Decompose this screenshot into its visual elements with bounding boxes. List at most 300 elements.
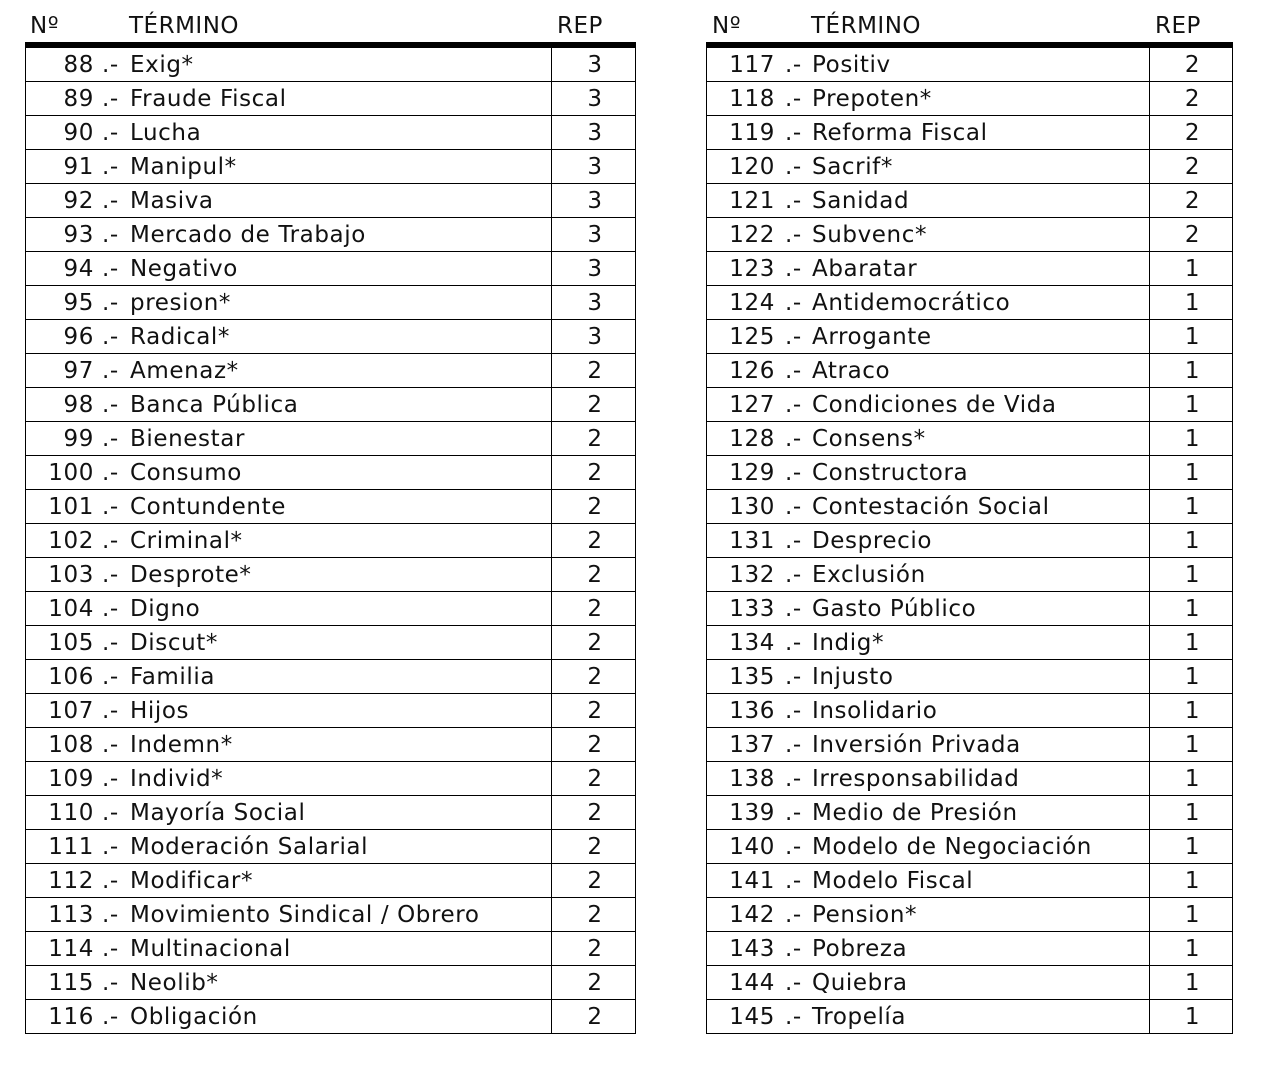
column-divider xyxy=(551,728,552,761)
column-divider xyxy=(1149,184,1150,217)
table-header xyxy=(706,0,1233,42)
table-row xyxy=(25,932,636,966)
row-separator: .- xyxy=(785,1004,802,1030)
row-number: 141 xyxy=(729,868,775,894)
row-term: Subvenc* xyxy=(812,222,928,248)
row-separator: .- xyxy=(785,188,802,214)
header-rep: REP xyxy=(1155,13,1201,39)
row-term: Quiebra xyxy=(812,970,908,996)
table-row xyxy=(25,252,636,286)
column-divider xyxy=(551,422,552,455)
row-separator: .- xyxy=(102,222,119,248)
column-divider xyxy=(551,388,552,421)
row-number: 136 xyxy=(729,698,775,724)
column-divider xyxy=(551,830,552,863)
row-term: Digno xyxy=(130,596,201,622)
row-number: 129 xyxy=(729,460,775,486)
row-separator: .- xyxy=(785,664,802,690)
row-separator: .- xyxy=(785,970,802,996)
row-separator: .- xyxy=(102,188,119,214)
row-rep: 3 xyxy=(587,290,603,316)
row-number: 97 xyxy=(63,358,94,384)
row-rep: 1 xyxy=(1184,596,1201,622)
row-term: Inversión Privada xyxy=(812,732,1021,758)
table-row xyxy=(25,320,636,354)
table-row xyxy=(706,252,1233,286)
row-term: Bienestar xyxy=(130,426,245,452)
column-divider xyxy=(551,694,552,727)
row-number: 91 xyxy=(63,154,94,180)
row-rep: 2 xyxy=(1184,52,1201,78)
row-number: 101 xyxy=(48,494,94,520)
row-separator: .- xyxy=(785,460,802,486)
row-rep: 2 xyxy=(1184,120,1201,146)
row-separator: .- xyxy=(102,868,119,894)
row-number: 105 xyxy=(48,630,94,656)
row-rep: 2 xyxy=(587,936,603,962)
table-row xyxy=(25,524,636,558)
row-separator: .- xyxy=(102,324,119,350)
row-separator: .- xyxy=(785,426,802,452)
row-number: 104 xyxy=(48,596,94,622)
column-divider xyxy=(1149,762,1150,795)
row-separator: .- xyxy=(102,732,119,758)
row-term: Constructora xyxy=(812,460,969,486)
row-number: 130 xyxy=(729,494,775,520)
table-row xyxy=(706,218,1233,252)
row-number: 109 xyxy=(48,766,94,792)
row-term: Tropelía xyxy=(812,1004,907,1030)
table-row xyxy=(706,694,1233,728)
row-term: presion* xyxy=(130,290,232,316)
column-divider xyxy=(551,524,552,557)
header-number: Nº xyxy=(712,13,742,39)
column-divider xyxy=(1149,252,1150,285)
row-number: 135 xyxy=(729,664,775,690)
row-rep: 1 xyxy=(1184,494,1201,520)
row-term: Insolidario xyxy=(812,698,938,724)
row-separator: .- xyxy=(785,800,802,826)
column-divider xyxy=(551,932,552,965)
row-number: 115 xyxy=(48,970,94,996)
column-divider xyxy=(1149,1000,1150,1033)
table-row xyxy=(706,932,1233,966)
row-separator: .- xyxy=(785,494,802,520)
header-number: Nº xyxy=(30,13,60,39)
row-number: 108 xyxy=(48,732,94,758)
column-divider xyxy=(1149,898,1150,931)
row-term: Lucha xyxy=(130,120,202,146)
row-term: Atraco xyxy=(812,358,891,384)
column-divider xyxy=(1149,354,1150,387)
table-row xyxy=(706,796,1233,830)
column-divider xyxy=(551,218,552,251)
column-divider xyxy=(551,592,552,625)
table-row xyxy=(25,830,636,864)
row-number: 124 xyxy=(729,290,775,316)
row-separator: .- xyxy=(785,86,802,112)
row-term: Consumo xyxy=(130,460,242,486)
row-term: Banca Pública xyxy=(130,392,299,418)
row-term: Individ* xyxy=(130,766,224,792)
row-number: 118 xyxy=(729,86,775,112)
row-rep: 2 xyxy=(587,392,603,418)
row-rep: 1 xyxy=(1184,460,1201,486)
table-row xyxy=(706,762,1233,796)
row-separator: .- xyxy=(102,392,119,418)
table-row xyxy=(706,558,1233,592)
row-term: Reforma Fiscal xyxy=(812,120,988,146)
column-divider xyxy=(551,456,552,489)
table-row xyxy=(706,1000,1233,1034)
table-row xyxy=(25,218,636,252)
column-divider xyxy=(551,660,552,693)
row-separator: .- xyxy=(785,596,802,622)
row-separator: .- xyxy=(785,868,802,894)
row-separator: .- xyxy=(102,154,119,180)
row-rep: 2 xyxy=(587,562,603,588)
row-term: Exig* xyxy=(130,52,194,78)
row-number: 102 xyxy=(48,528,94,554)
column-divider xyxy=(551,1000,552,1033)
column-divider xyxy=(1149,48,1150,81)
column-divider xyxy=(551,184,552,217)
row-number: 121 xyxy=(729,188,775,214)
row-rep: 2 xyxy=(587,868,603,894)
column-divider xyxy=(1149,830,1150,863)
table-row xyxy=(25,728,636,762)
row-rep: 1 xyxy=(1184,766,1201,792)
row-separator: .- xyxy=(102,358,119,384)
row-term: Familia xyxy=(130,664,216,690)
row-number: 133 xyxy=(729,596,775,622)
table-row xyxy=(25,490,636,524)
column-divider xyxy=(1149,966,1150,999)
table-row xyxy=(706,422,1233,456)
row-rep: 1 xyxy=(1184,528,1201,554)
column-divider xyxy=(551,48,552,81)
row-number: 106 xyxy=(48,664,94,690)
row-rep: 2 xyxy=(587,698,603,724)
row-term: Manipul* xyxy=(130,154,237,180)
row-term: Radical* xyxy=(130,324,230,350)
row-rep: 3 xyxy=(587,52,603,78)
row-number: 134 xyxy=(729,630,775,656)
row-rep: 1 xyxy=(1184,256,1201,282)
row-number: 113 xyxy=(48,902,94,928)
row-number: 98 xyxy=(63,392,94,418)
table-row xyxy=(706,286,1233,320)
row-term: Desprecio xyxy=(812,528,933,554)
row-number: 92 xyxy=(63,188,94,214)
column-divider xyxy=(1149,660,1150,693)
row-term: Moderación Salarial xyxy=(130,834,369,860)
row-rep: 3 xyxy=(587,120,603,146)
column-divider xyxy=(551,150,552,183)
column-divider xyxy=(551,898,552,931)
row-rep: 1 xyxy=(1184,732,1201,758)
column-divider xyxy=(551,558,552,591)
row-rep: 2 xyxy=(587,596,603,622)
table-row xyxy=(706,184,1233,218)
row-number: 96 xyxy=(63,324,94,350)
row-separator: .- xyxy=(102,528,119,554)
row-rep: 2 xyxy=(587,732,603,758)
row-term: Sacrif* xyxy=(812,154,893,180)
row-separator: .- xyxy=(785,766,802,792)
row-term: Indemn* xyxy=(130,732,233,758)
row-term: Medio de Presión xyxy=(812,800,1018,826)
row-rep: 3 xyxy=(587,86,603,112)
row-separator: .- xyxy=(785,120,802,146)
row-term: Exclusión xyxy=(812,562,926,588)
row-term: Obligación xyxy=(130,1004,258,1030)
row-number: 99 xyxy=(63,426,94,452)
row-separator: .- xyxy=(102,52,119,78)
column-divider xyxy=(551,796,552,829)
row-rep: 2 xyxy=(1184,154,1201,180)
row-rep: 2 xyxy=(1184,222,1201,248)
table-row xyxy=(706,82,1233,116)
column-divider xyxy=(1149,864,1150,897)
row-rep: 1 xyxy=(1184,664,1201,690)
row-separator: .- xyxy=(785,630,802,656)
column-divider xyxy=(1149,728,1150,761)
row-rep: 2 xyxy=(1184,188,1201,214)
table-row xyxy=(706,966,1233,1000)
row-number: 145 xyxy=(729,1004,775,1030)
column-divider xyxy=(1149,932,1150,965)
row-separator: .- xyxy=(102,120,119,146)
table-row xyxy=(706,490,1233,524)
column-divider xyxy=(1149,490,1150,523)
table-row xyxy=(706,320,1233,354)
row-rep: 1 xyxy=(1184,630,1201,656)
row-rep: 1 xyxy=(1184,562,1201,588)
column-divider xyxy=(551,626,552,659)
table-row xyxy=(25,558,636,592)
row-term: Movimiento Sindical / Obrero xyxy=(130,902,480,928)
row-separator: .- xyxy=(785,392,802,418)
table-row xyxy=(25,796,636,830)
row-term: Gasto Público xyxy=(812,596,977,622)
table-row xyxy=(706,354,1233,388)
column-divider xyxy=(551,286,552,319)
row-term: Positiv xyxy=(812,52,891,78)
column-divider xyxy=(551,966,552,999)
table-row xyxy=(706,898,1233,932)
row-separator: .- xyxy=(102,290,119,316)
row-number: 125 xyxy=(729,324,775,350)
row-number: 122 xyxy=(729,222,775,248)
column-divider xyxy=(1149,796,1150,829)
row-number: 126 xyxy=(729,358,775,384)
row-number: 90 xyxy=(63,120,94,146)
row-rep: 2 xyxy=(587,460,603,486)
row-separator: .- xyxy=(102,936,119,962)
row-rep: 1 xyxy=(1184,936,1201,962)
row-rep: 3 xyxy=(587,154,603,180)
row-separator: .- xyxy=(102,562,119,588)
row-term: Desprote* xyxy=(130,562,252,588)
table-row xyxy=(25,184,636,218)
row-number: 144 xyxy=(729,970,775,996)
row-term: Modificar* xyxy=(130,868,254,894)
row-rep: 1 xyxy=(1184,800,1201,826)
row-rep: 1 xyxy=(1184,324,1201,350)
table-row xyxy=(25,898,636,932)
row-number: 128 xyxy=(729,426,775,452)
table-row xyxy=(706,592,1233,626)
table-row xyxy=(706,48,1233,82)
row-separator: .- xyxy=(785,290,802,316)
table-row xyxy=(25,966,636,1000)
row-number: 131 xyxy=(729,528,775,554)
column-divider xyxy=(551,252,552,285)
row-number: 119 xyxy=(729,120,775,146)
table-row xyxy=(25,150,636,184)
row-term: Mercado de Trabajo xyxy=(130,222,366,248)
row-separator: .- xyxy=(102,426,119,452)
column-divider xyxy=(551,82,552,115)
row-separator: .- xyxy=(102,970,119,996)
row-number: 143 xyxy=(729,936,775,962)
row-number: 142 xyxy=(729,902,775,928)
table-row xyxy=(706,830,1233,864)
row-separator: .- xyxy=(102,902,119,928)
row-term: Prepoten* xyxy=(812,86,932,112)
row-number: 127 xyxy=(729,392,775,418)
row-rep: 1 xyxy=(1184,970,1201,996)
table-row xyxy=(25,48,636,82)
column-divider xyxy=(551,762,552,795)
row-rep: 2 xyxy=(587,1004,603,1030)
row-number: 116 xyxy=(48,1004,94,1030)
row-number: 137 xyxy=(729,732,775,758)
table-row xyxy=(25,456,636,490)
row-term: Modelo Fiscal xyxy=(812,868,974,894)
row-term: Irresponsabilidad xyxy=(812,766,1020,792)
table-row xyxy=(706,388,1233,422)
row-separator: .- xyxy=(785,834,802,860)
row-term: Abaratar xyxy=(812,256,918,282)
row-rep: 1 xyxy=(1184,392,1201,418)
row-separator: .- xyxy=(102,630,119,656)
row-term: Neolib* xyxy=(130,970,219,996)
column-divider xyxy=(551,320,552,353)
row-number: 139 xyxy=(729,800,775,826)
row-rep: 2 xyxy=(587,528,603,554)
row-rep: 2 xyxy=(587,970,603,996)
row-number: 112 xyxy=(48,868,94,894)
row-rep: 2 xyxy=(587,630,603,656)
column-divider xyxy=(551,490,552,523)
row-number: 95 xyxy=(63,290,94,316)
column-divider xyxy=(551,116,552,149)
row-rep: 2 xyxy=(587,902,603,928)
row-term: Amenaz* xyxy=(130,358,239,384)
table-row xyxy=(25,354,636,388)
table-row xyxy=(706,150,1233,184)
row-separator: .- xyxy=(102,460,119,486)
row-term: Contestación Social xyxy=(812,494,1050,520)
row-rep: 2 xyxy=(587,358,603,384)
table-body xyxy=(25,48,636,1034)
column-divider xyxy=(1149,320,1150,353)
row-term: Discut* xyxy=(130,630,219,656)
row-rep: 2 xyxy=(587,664,603,690)
row-term: Negativo xyxy=(130,256,238,282)
row-term: Arrogante xyxy=(812,324,932,350)
row-separator: .- xyxy=(102,664,119,690)
column-divider xyxy=(1149,592,1150,625)
row-term: Indig* xyxy=(812,630,885,656)
row-rep: 3 xyxy=(587,324,603,350)
row-term: Sanidad xyxy=(812,188,910,214)
table-row xyxy=(25,864,636,898)
row-number: 100 xyxy=(48,460,94,486)
table-row xyxy=(706,728,1233,762)
table-row xyxy=(25,626,636,660)
terms-table-right xyxy=(706,0,1233,1034)
header-rep: REP xyxy=(557,13,603,39)
column-divider xyxy=(1149,626,1150,659)
row-term: Pension* xyxy=(812,902,918,928)
row-number: 138 xyxy=(729,766,775,792)
row-separator: .- xyxy=(785,732,802,758)
row-separator: .- xyxy=(785,154,802,180)
row-term: Criminal* xyxy=(130,528,243,554)
row-number: 93 xyxy=(63,222,94,248)
column-divider xyxy=(1149,150,1150,183)
row-term: Contundente xyxy=(130,494,286,520)
row-number: 111 xyxy=(48,834,94,860)
row-separator: .- xyxy=(102,800,119,826)
row-term: Condiciones de Vida xyxy=(812,392,1057,418)
row-term: Pobreza xyxy=(812,936,908,962)
row-number: 103 xyxy=(48,562,94,588)
row-term: Modelo de Negociación xyxy=(812,834,1092,860)
column-divider xyxy=(1149,558,1150,591)
column-divider xyxy=(1149,694,1150,727)
row-rep: 1 xyxy=(1184,868,1201,894)
table-row xyxy=(25,694,636,728)
table-row xyxy=(25,116,636,150)
row-number: 117 xyxy=(729,52,775,78)
row-number: 140 xyxy=(729,834,775,860)
row-separator: .- xyxy=(785,936,802,962)
row-separator: .- xyxy=(102,1004,119,1030)
row-term: Mayoría Social xyxy=(130,800,306,826)
table-row xyxy=(25,82,636,116)
table-row xyxy=(25,286,636,320)
column-divider xyxy=(1149,286,1150,319)
table-row xyxy=(706,116,1233,150)
row-number: 89 xyxy=(63,86,94,112)
table-row xyxy=(25,660,636,694)
row-rep: 1 xyxy=(1184,1004,1201,1030)
row-separator: .- xyxy=(785,698,802,724)
row-separator: .- xyxy=(102,86,119,112)
row-separator: .- xyxy=(785,902,802,928)
row-separator: .- xyxy=(785,528,802,554)
column-divider xyxy=(1149,218,1150,251)
row-rep: 3 xyxy=(587,222,603,248)
header-term: TÉRMINO xyxy=(129,13,239,39)
row-term: Consens* xyxy=(812,426,926,452)
table-row xyxy=(706,660,1233,694)
column-divider xyxy=(551,864,552,897)
